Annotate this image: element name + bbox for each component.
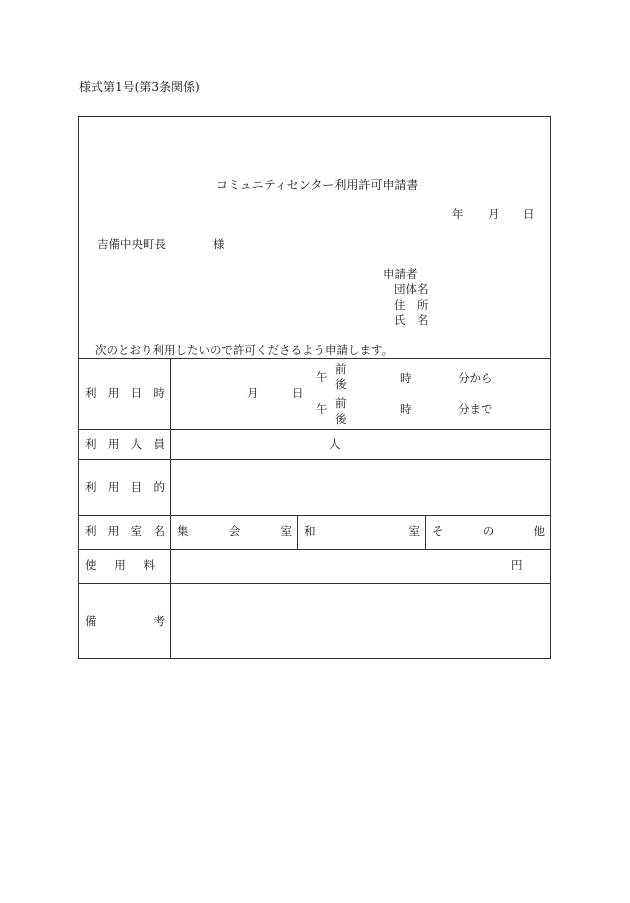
room-divider-1 xyxy=(297,515,298,549)
row-rule-2 xyxy=(78,459,551,460)
start-from-label: 分から xyxy=(458,371,493,385)
row-label-remarks xyxy=(85,616,165,628)
room-option-japanese-room xyxy=(304,526,420,538)
row-label-fee xyxy=(85,560,155,572)
date-month-label: 月 xyxy=(488,207,500,221)
addressee-honorific: 様 xyxy=(213,237,225,251)
end-ampm-before: 前 xyxy=(335,396,347,410)
label-char: 利 xyxy=(85,480,97,494)
option-char: 室 xyxy=(280,524,292,538)
date-day-label: 日 xyxy=(523,207,535,221)
form-title: コミュニティセンター利用許可申請書 xyxy=(216,178,419,192)
label-char: 用 xyxy=(107,524,120,538)
people-unit: 人 xyxy=(329,437,341,451)
end-to-label: 分まで xyxy=(458,402,493,416)
label-char: 料 xyxy=(143,558,155,572)
row-label-datetime xyxy=(85,388,165,400)
row-label-purpose xyxy=(85,482,165,494)
label-char: 用 xyxy=(107,480,120,494)
label-char: 利 xyxy=(85,386,97,400)
start-hour-label: 時 xyxy=(400,371,412,385)
label-char: 時 xyxy=(153,386,165,400)
option-char: の xyxy=(482,524,495,538)
label-char: 室 xyxy=(130,524,143,538)
start-ampm-noon: 午 xyxy=(316,370,328,384)
label-char: 用 xyxy=(107,437,120,451)
label-char: 備 xyxy=(85,614,97,628)
option-char: 集 xyxy=(177,524,189,538)
row-rule-1 xyxy=(78,429,551,430)
label-char: 利 xyxy=(85,524,97,538)
label-column-rule xyxy=(170,358,171,659)
label-char: 用 xyxy=(107,386,120,400)
label-char: 人 xyxy=(130,437,143,451)
room-divider-2 xyxy=(425,515,426,549)
datetime-day-label: 日 xyxy=(292,386,304,400)
applicant-address-label-1: 住 xyxy=(394,298,406,312)
form-number: 様式第1号(第3条関係) xyxy=(79,80,200,94)
label-char: 的 xyxy=(153,480,165,494)
end-ampm-noon: 午 xyxy=(316,402,328,416)
applicant-name-label-1: 氏 xyxy=(394,313,406,327)
end-hour-label: 時 xyxy=(400,402,412,416)
label-char: 考 xyxy=(153,614,165,628)
table-top-rule xyxy=(78,358,551,359)
request-text: 次のとおり利用したいので許可くださるよう申請します。 xyxy=(95,343,394,357)
start-ampm-before: 前 xyxy=(335,362,347,376)
option-char: 会 xyxy=(228,524,241,538)
end-ampm-after: 後 xyxy=(335,412,347,426)
applicant-heading: 申請者 xyxy=(383,267,418,281)
label-char: 日 xyxy=(130,386,143,400)
datetime-month-label: 月 xyxy=(247,386,259,400)
option-char: 他 xyxy=(533,524,545,538)
applicant-name-label-2: 名 xyxy=(417,313,429,327)
row-rule-3 xyxy=(78,515,551,516)
row-rule-4 xyxy=(78,549,551,550)
applicant-group-label: 団体名 xyxy=(394,282,429,296)
row-label-people xyxy=(85,439,165,451)
option-char: 和 xyxy=(304,524,316,538)
row-label-room xyxy=(85,526,165,538)
fee-unit: 円 xyxy=(511,558,523,572)
row-rule-5 xyxy=(78,583,551,584)
option-char: 室 xyxy=(408,524,420,538)
label-char: 名 xyxy=(153,524,165,538)
room-option-other xyxy=(432,526,545,538)
applicant-address-label-2: 所 xyxy=(417,298,429,312)
label-char: 利 xyxy=(85,437,97,451)
option-char: そ xyxy=(432,524,444,538)
label-char: 員 xyxy=(153,437,165,451)
label-char: 目 xyxy=(130,480,143,494)
date-year-label: 年 xyxy=(452,207,464,221)
addressee-name: 吉備中央町長 xyxy=(97,237,166,251)
label-char: 用 xyxy=(114,558,126,572)
start-ampm-after: 後 xyxy=(335,377,347,391)
label-char: 使 xyxy=(85,558,97,572)
room-option-meeting-room xyxy=(177,526,292,538)
